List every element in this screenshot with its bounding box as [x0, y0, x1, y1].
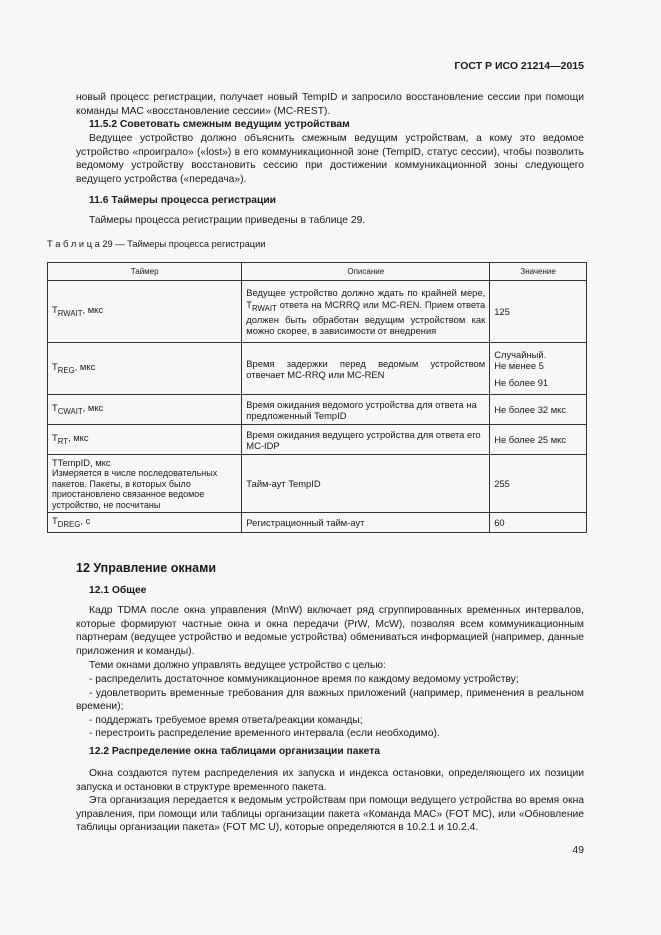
goals-list: [76, 673, 584, 741]
description-cell: Время ожидания ведомого устройства для ответа на предложенный TempID: [242, 395, 490, 425]
list-item: - распределить достаточное коммуникационное время по каждому ведомому устройству;: [89, 674, 519, 685]
value-cell: Не более 25 мкс: [490, 425, 587, 455]
timer-cell: $T_{DREG}$, с: [48, 513, 242, 533]
section-12-1-paragraph-1: Кадр TDMA после окна управления (MnW) включает ряд сгруппированных временных интервалов, которые формируют частные окна и окна передачи (PrW, McW), позволяя всем коммуникационным партнерам (ведущее устройство и ведомые устройства) обмениваться информацией (например, данные приложения и команды).: [76, 605, 584, 657]
table-caption: Т а б л и ц а 29 — Таймеры процесса регистрации: [47, 239, 266, 249]
table-row: [48, 455, 587, 513]
section-12-1-paragraph-2: Теми окнами должно управлять ведущее устройство с целью:: [89, 660, 386, 671]
header-timer: Таймер: [48, 263, 242, 281]
value-cell: Случайный. Не менее 5 Не более 91: [490, 343, 587, 395]
section-12-2-title: 12.2 Распределение окна таблицами организации пакета: [89, 746, 381, 757]
list-item: - удовлетворить временные требования для важных приложений (например, применения в реальном времени);: [76, 687, 584, 713]
section-12-2-paragraph-1: Окна создаются путем распределения их запуска и индекса остановки, определяющего их позиции запуска и остановки в структуре временного пакета.: [76, 768, 584, 793]
timer-cell: $T_{RT}$, мкс: [48, 425, 242, 455]
description-cell: Тайм-аут TempID: [242, 455, 490, 513]
list-item: - перестроить распределение временного интервала (если необходимо).: [89, 728, 440, 740]
table-row: [48, 281, 587, 343]
value-cell: 255: [490, 455, 587, 513]
table-header-row: [48, 263, 587, 281]
value-cell: Не более 32 мкс: [490, 395, 587, 425]
page-number: 49: [572, 844, 584, 856]
table-row: [48, 425, 587, 455]
description-cell: Время задержки перед ведомым устройством отвечает MC-RRQ или MC-REN: [242, 343, 490, 395]
section-11-6-text: Таймеры процесса регистрации приведены в таблице 29.: [89, 215, 366, 226]
table-row: [48, 343, 587, 395]
header-value: Значение: [490, 263, 587, 281]
value-cell: 125: [490, 281, 587, 343]
section-11-5-2-title: 11.5.2 Советовать смежным ведущим устройствам: [89, 119, 350, 130]
value-cell: 60: [490, 513, 587, 533]
table-row: [48, 513, 587, 533]
section-11-6-title: 11.6 Таймеры процесса регистрации: [89, 195, 277, 206]
description-cell: Регистрационный тайм-аут: [242, 513, 490, 533]
section-12-2-paragraph-2: Эта организация передается к ведомым устройствам при помощи ведущего устройства во время окна управления, при помощи или таблицы организации пакета «Команда МАС» (FOT MC), или «Обновление таблицы организации пакета» (FOT MC U), которые определяются в 10.2.1 и 10.2.4.: [76, 795, 584, 834]
timers-table: [47, 262, 587, 533]
section-11-5-2-text: Ведущее устройство должно объяснить смежным ведущим устройствам, а кому это ведомое устройство «проиграло» («lost») в его коммуникационной зоне (TempID, статус сессии), чтобы позволить ведомому устройству восстановить сессию при достижении коммуникационной зоны следующего ведущего устройства («передача»).: [76, 133, 584, 185]
timer-cell: TTempID, мкс Измеряется в числе последовательных пакетов. Пакеты, в которых было приостановлено связанное ведомое устройство, не посчитаны: [48, 455, 242, 513]
document-code: ГОСТ Р ИСО 21214—2015: [454, 60, 584, 72]
description-cell: Ведущее устройство должно ждать по крайней мере, $T_{RWAIT}$ ответа на MCRRQ или MC-REN. Прием ответа должен быть обработан ведущим устройством как можно скорее, в зависимости от внедрения: [242, 281, 490, 343]
table-row: [48, 395, 587, 425]
section-12-title: 12 Управление окнами: [76, 561, 217, 575]
description-cell: Время ожидания ведущего устройства для ответа его MC-IDP: [242, 425, 490, 455]
timer-cell: $T_{REG}$, мкс: [48, 343, 242, 395]
intro-paragraph: новый процесс регистрации, получает новый TempID и запросило восстановление сессии при помощи команды МАС «восстановление сессии» (MC-REST).: [76, 92, 584, 117]
timer-cell: $T_{CWAIT}$, мкс: [48, 395, 242, 425]
section-12-1-title: 12.1 Общее: [89, 585, 147, 596]
list-item: - поддержать требуемое время ответа/реакции команды;: [89, 714, 363, 726]
timer-cell: $T_{RWAIT}$, мкс: [48, 281, 242, 343]
header-description: Описание: [242, 263, 490, 281]
